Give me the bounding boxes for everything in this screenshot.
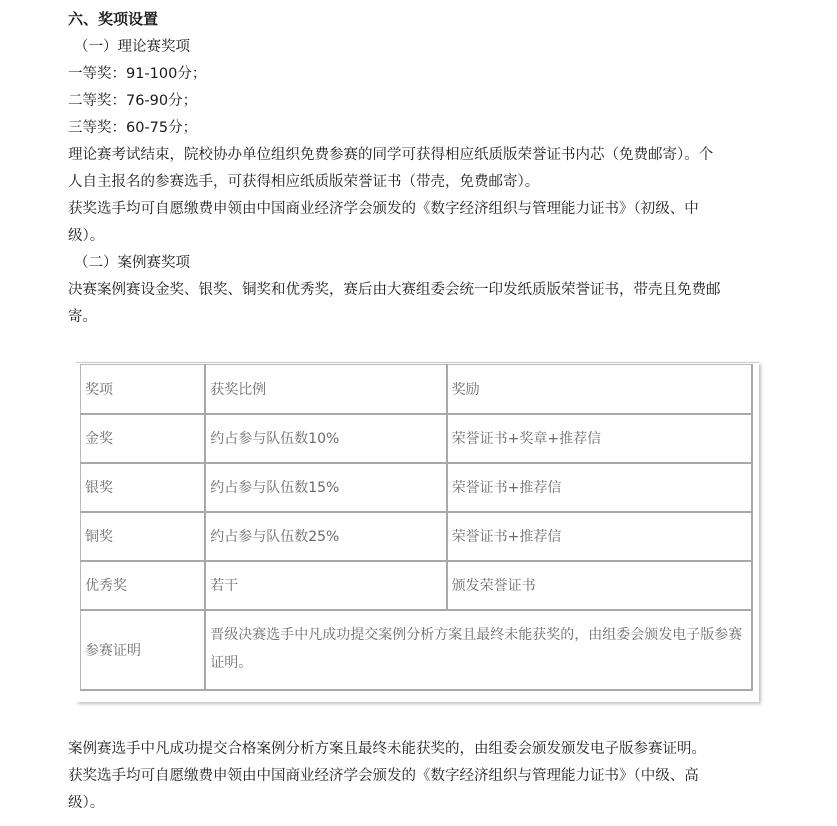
second-prize-line: 二等奖：76-90分； bbox=[68, 93, 198, 109]
awards-table bbox=[80, 364, 753, 691]
table-row-participation bbox=[81, 610, 753, 690]
participation-label-cell: 参赛证明 bbox=[81, 610, 206, 690]
theory-paragraph-1-line-2: 人自主报名的参赛选手，可获得相应纸质版荣誉证书（带壳，免费邮寄）。 bbox=[68, 174, 540, 190]
ratio-cell: 约占参与队伍数15% bbox=[205, 463, 446, 512]
participation-text-cell: 晋级决赛选手中凡成功提交案例分析方案且最终未能获奖的，由组委会颁发电子版参赛证明。 bbox=[205, 610, 752, 690]
third-prize-line: 三等奖：60-75分； bbox=[68, 120, 198, 136]
case-subheading: （二）案例赛奖项 bbox=[74, 255, 190, 271]
reward-cell: 颁发荣誉证书 bbox=[447, 561, 752, 610]
table-row bbox=[81, 414, 753, 463]
award-cell: 优秀奖 bbox=[81, 561, 206, 610]
award-cell: 铜奖 bbox=[81, 512, 206, 561]
header-reward: 奖励 bbox=[447, 365, 752, 414]
reward-cell: 荣誉证书+推荐信 bbox=[447, 512, 752, 561]
table-row bbox=[81, 561, 753, 610]
table-frame-top-border bbox=[76, 362, 759, 363]
first-prize-line: 一等奖：91-100分； bbox=[68, 66, 207, 82]
footer-line-3: 级）。 bbox=[68, 795, 105, 811]
ratio-cell: 若干 bbox=[205, 561, 446, 610]
reward-cell: 荣誉证书+奖章+推荐信 bbox=[447, 414, 752, 463]
footer-line-2: 获奖选手均可自愿缴费申领由中国商业经济学会颁发的《数字经济组织与管理能力证书》（中级、高 bbox=[68, 768, 699, 784]
table-header-row bbox=[81, 365, 753, 414]
header-ratio: 获奖比例 bbox=[205, 365, 446, 414]
footer-line-1: 案例赛选手中凡成功提交合格案例分析方案且最终未能获奖的，由组委会颁发颁发电子版参赛证明。 bbox=[68, 741, 706, 757]
award-cell: 银奖 bbox=[81, 463, 206, 512]
theory-subheading: （一）理论赛奖项 bbox=[74, 39, 190, 55]
reward-cell: 荣誉证书+推荐信 bbox=[447, 463, 752, 512]
case-paragraph-line-2: 寄。 bbox=[68, 309, 97, 325]
award-cell: 金奖 bbox=[81, 414, 206, 463]
awards-table-frame bbox=[76, 362, 759, 702]
ratio-cell: 约占参与队伍数25% bbox=[205, 512, 446, 561]
table-row bbox=[81, 512, 753, 561]
case-paragraph-line-1: 决赛案例赛设金奖、银奖、铜奖和优秀奖，赛后由大赛组委会统一印发纸质版荣誉证书，带壳且免费邮 bbox=[68, 282, 721, 298]
theory-paragraph-2-line-1: 获奖选手均可自愿缴费申领由中国商业经济学会颁发的《数字经济组织与管理能力证书》（初级、中 bbox=[68, 201, 699, 217]
section-heading: 六、奖项设置 bbox=[68, 10, 159, 28]
theory-paragraph-2-line-2: 级）。 bbox=[68, 228, 105, 244]
table-row bbox=[81, 463, 753, 512]
ratio-cell: 约占参与队伍数10% bbox=[205, 414, 446, 463]
header-award: 奖项 bbox=[81, 365, 206, 414]
theory-paragraph-1-line-1: 理论赛考试结束，院校协办单位组织免费参赛的同学可获得相应纸质版荣誉证书内芯（免费邮寄）。个 bbox=[68, 147, 714, 163]
